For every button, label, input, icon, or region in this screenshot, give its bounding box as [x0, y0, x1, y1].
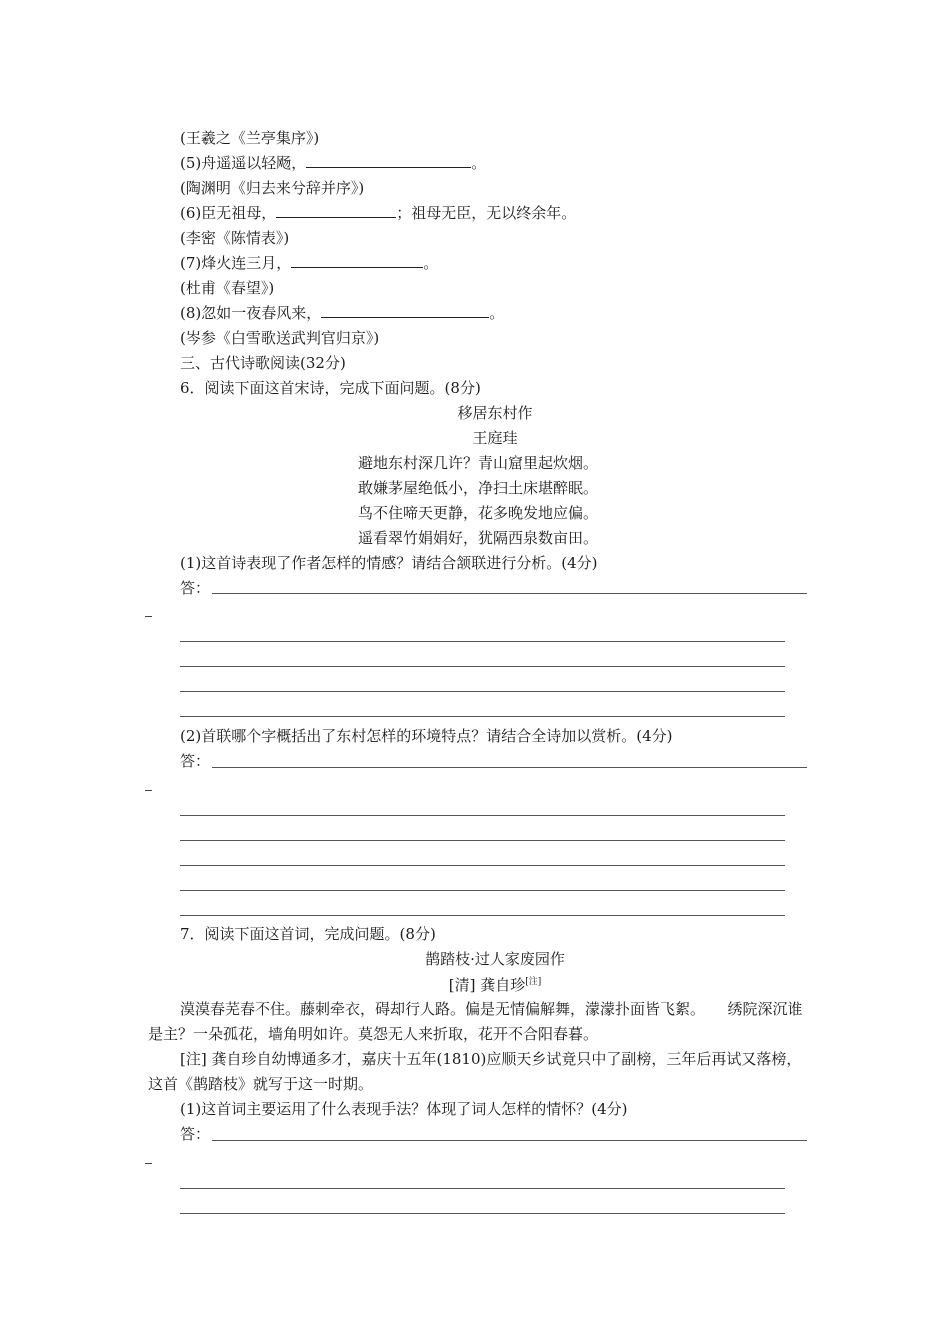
answer-label: 答：	[180, 752, 211, 770]
source-line-6: (李密《陈情表》)	[180, 229, 290, 247]
answer-line[interactable]	[180, 865, 785, 866]
answer-line[interactable]	[212, 1140, 807, 1141]
question-7-text: (7)烽火连三月，	[180, 254, 292, 272]
answer-line[interactable]	[180, 915, 785, 916]
answer-line[interactable]	[180, 840, 785, 841]
question-6-dictation	[180, 203, 576, 223]
question-8-text: (8)忽如一夜春风来，	[180, 304, 322, 322]
question-6-sub2: (2)首联哪个字概括出了东村怎样的环境特点？请结合全诗加以赏析。(4分)	[180, 727, 673, 745]
poem-author: 王庭珪	[472, 429, 518, 447]
question-8-end: 。	[489, 304, 505, 322]
poem-line: 鸟不住啼天更静，花多晚发地应偏。	[358, 504, 599, 522]
question-6-text: (6)臣无祖母，	[180, 204, 277, 222]
answer-line[interactable]	[212, 767, 807, 768]
line-continuation-mark	[145, 1163, 152, 1164]
ci-author-name: [清] 龚自珍	[448, 976, 526, 994]
line-continuation-mark	[145, 790, 152, 791]
source-line-7: (杜甫《春望》)	[180, 279, 275, 297]
answer-line[interactable]	[180, 716, 785, 717]
source-line-5: (陶渊明《归去来兮辞并序》)	[180, 179, 365, 197]
answer-label: 答：	[180, 579, 211, 597]
answer-line[interactable]	[180, 1213, 785, 1214]
section-heading: 三、古代诗歌阅读(32分)	[180, 354, 346, 372]
question-8-dictation	[180, 303, 504, 323]
question-7-end: 。	[423, 254, 439, 272]
ci-author	[0, 972, 950, 995]
question-5-end: 。	[471, 154, 487, 172]
answer-line[interactable]	[180, 641, 785, 642]
question-7-prompt: 7．阅读下面这首词，完成问题。(8分)	[180, 925, 436, 943]
line-continuation-mark	[145, 616, 152, 617]
fill-blank-6[interactable]	[276, 205, 396, 218]
answer-line[interactable]	[180, 815, 785, 816]
answer-line[interactable]	[180, 666, 785, 667]
question-5	[180, 153, 486, 173]
question-6-prompt: 6．阅读下面这首宋诗，完成下面问题。(8分)	[180, 379, 481, 397]
fill-blank-7[interactable]	[291, 255, 423, 268]
source-line-4: (王羲之《兰亭集序》)	[180, 129, 320, 147]
source-line-8: (岑参《白雪歌送武判官归京》)	[180, 329, 380, 347]
answer-label: 答：	[180, 1125, 211, 1143]
note-marker: [注]	[525, 977, 542, 987]
poem-line: 敢嫌茅屋绝低小，净扫土床堪醉眠。	[358, 479, 599, 497]
question-5-text: (5)舟遥遥以轻飏，	[180, 154, 307, 172]
question-7-dictation	[180, 253, 438, 273]
answer-line[interactable]	[212, 593, 807, 594]
answer-line[interactable]	[180, 890, 785, 891]
fill-blank-5[interactable]	[306, 155, 471, 168]
ci-title: 鹊踏枝·过人家废园作	[425, 950, 565, 968]
question-6-end: ；祖母无臣，无以终余年。	[396, 204, 577, 222]
poem-line: 遥看翠竹娟娟好，犹隔西泉数亩田。	[358, 529, 599, 547]
question-6-sub1: (1)这首诗表现了作者怎样的情感？请结合颔联进行分析。(4分)	[180, 554, 598, 572]
ci-note: [注] 龚自珍自幼博通多才，嘉庆十五年(1810)应顺天乡试竟只中了副榜，三年后再试又落榜，这首《鹊踏枝》就写于这一时期。	[148, 1050, 802, 1093]
ci-body: 漠漠春芜春不住。藤刺牵衣，碍却行人路。偏是无情偏解舞，濛濛扑面皆飞絮。 绣院深沉谁是主？一朵孤花，墙角明如许。莫怨无人来折取，花开不合阳春暮。	[148, 1000, 803, 1043]
poem-title: 移居东村作	[457, 404, 533, 422]
question-7-sub1: (1)这首词主要运用了什么表现手法？体现了词人怎样的情怀？(4分)	[180, 1100, 628, 1118]
fill-blank-8[interactable]	[321, 305, 489, 318]
answer-line[interactable]	[180, 1188, 785, 1189]
answer-line[interactable]	[180, 691, 785, 692]
poem-line: 避地东村深几许？青山窟里起炊烟。	[358, 454, 599, 472]
